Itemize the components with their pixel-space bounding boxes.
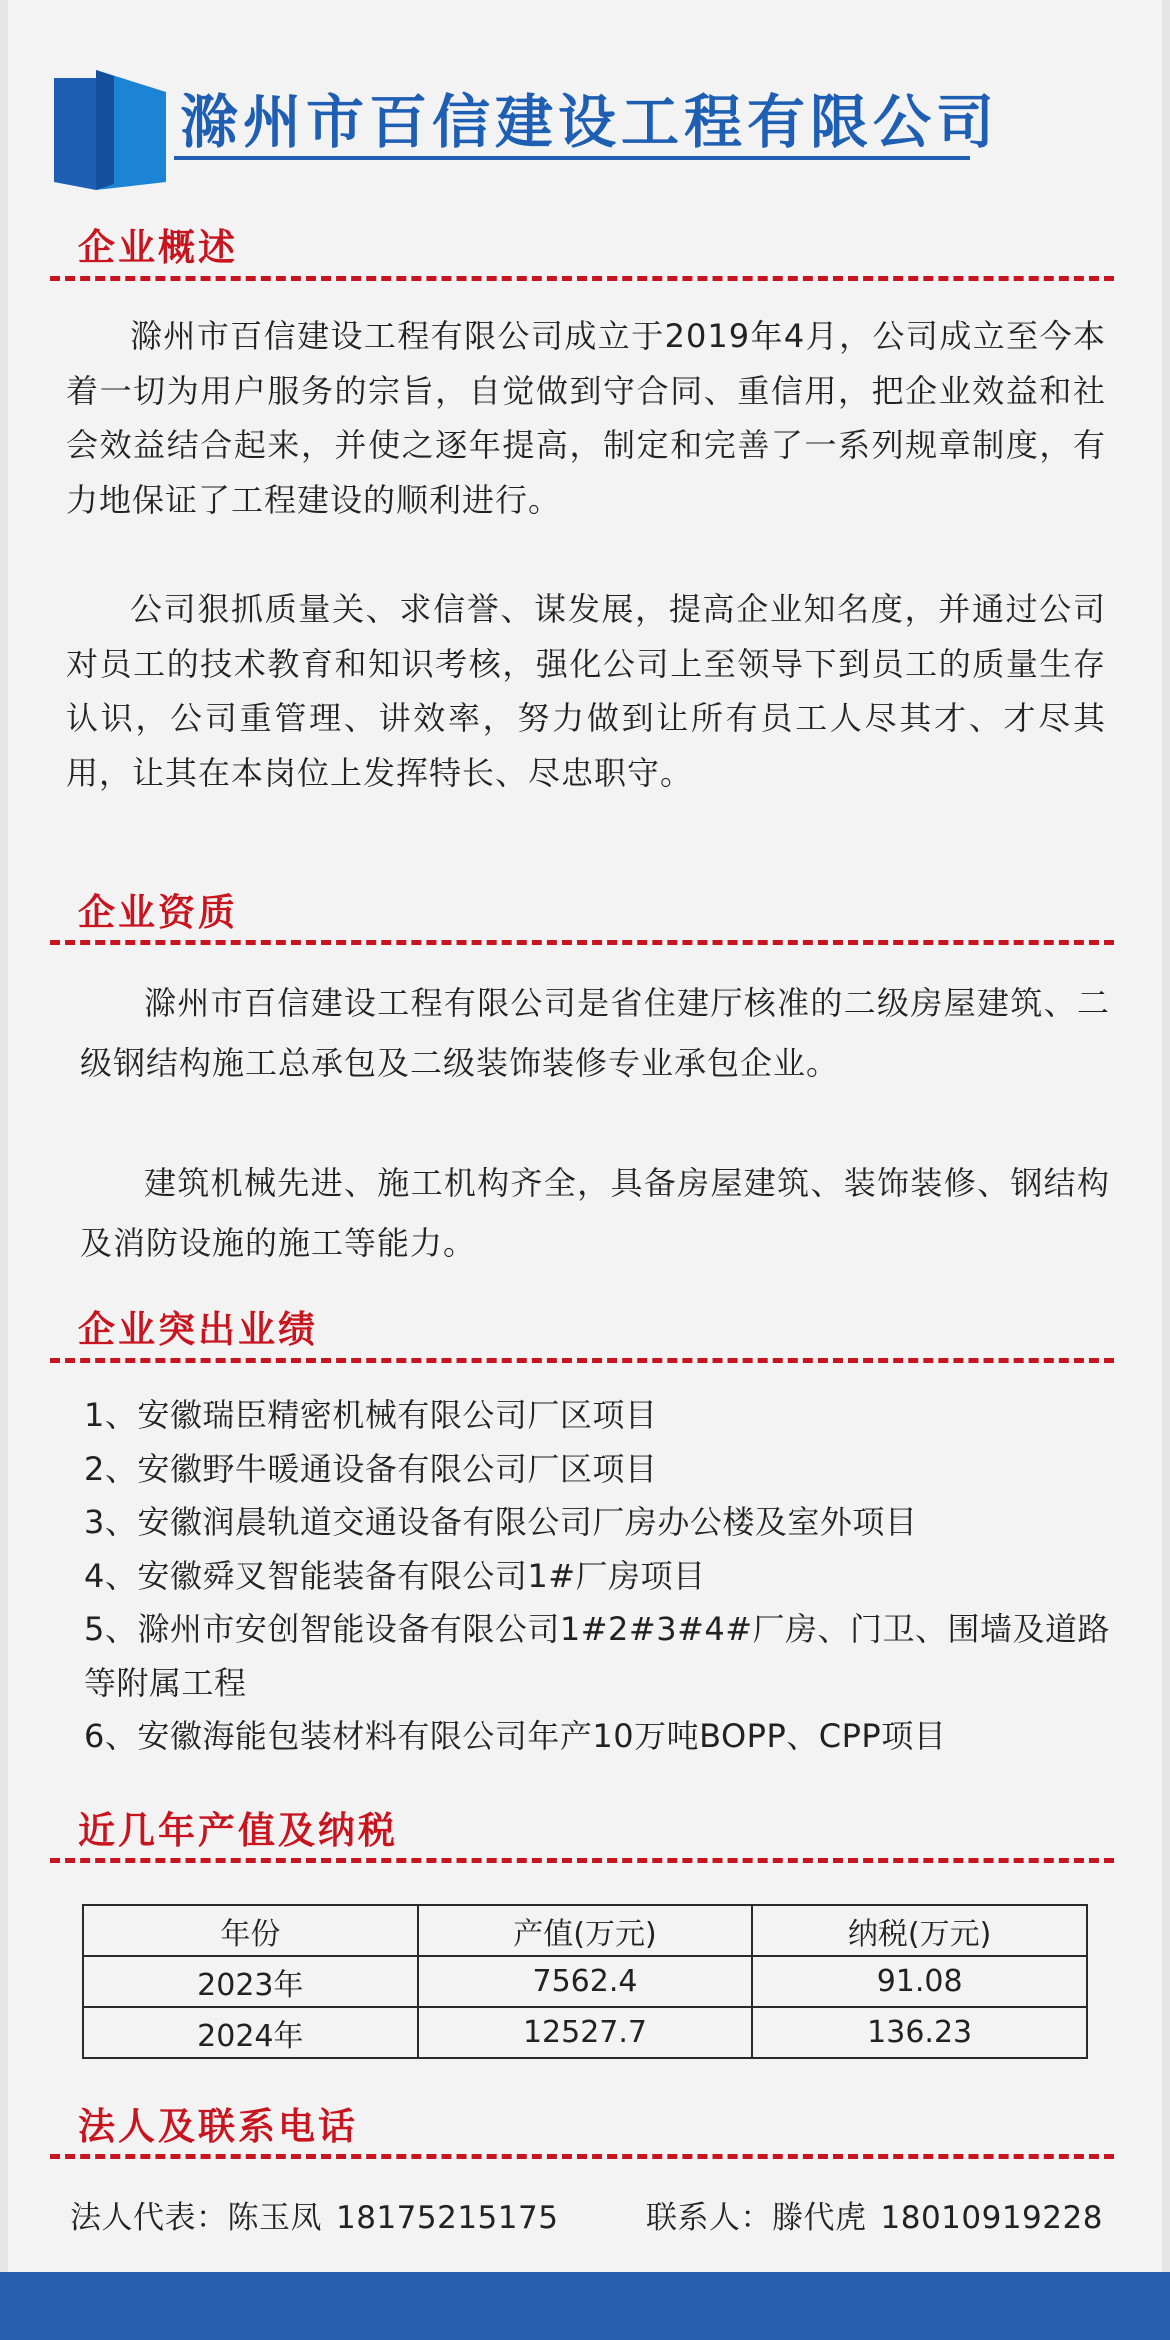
table-cell: 136.23 <box>752 2007 1087 2058</box>
list-item: 4、安徽舜叉智能装备有限公司1#厂房项目 <box>84 1556 706 1595</box>
legal-representative <box>70 2192 558 2237</box>
table-cell: 7562.4 <box>418 1956 753 2007</box>
company-logo-icon <box>54 70 166 190</box>
title-underline <box>174 156 970 160</box>
list-item: 5、滁州市安创智能设备有限公司1#2#3#4#厂房、门卫、围墙及道路等附属工程 <box>84 1610 1111 1702</box>
section-divider <box>50 276 1114 281</box>
table-cell: 2023年 <box>83 1956 418 2007</box>
bottom-decorative-bar <box>0 2272 1170 2340</box>
project-list <box>84 1389 1114 1764</box>
overview-paragraph-2: 公司狠抓质量关、求信誉、谋发展，提高企业知名度，并通过公司对员工的技术教育和知识考核，强化公司上至领导下到员工的质量生存认识，公司重管理、讲效率，努力做到让所有员工人尽其才、才尽其用，让其在本岗位上发挥特长、尽忠职守。 <box>66 590 1106 792</box>
section-divider <box>50 2154 1114 2159</box>
contact-name: 滕代虎 <box>772 2200 867 2236</box>
section-title-overview: 企业概述 <box>78 225 238 269</box>
qualification-paragraph-2: 建筑机械先进、施工机构齐全，具备房屋建筑、装饰装修、钢结构及消防设施的施工等能力。 <box>80 1164 1110 1262</box>
table-header-cell: 年份 <box>83 1905 418 1956</box>
table-row <box>83 2007 1087 2058</box>
legal-rep-label: 法人代表： <box>70 2200 228 2236</box>
section-title-achievements: 企业突出业绩 <box>78 1307 318 1351</box>
table-cell: 2024年 <box>83 2007 418 2058</box>
contact-info <box>0 2192 1170 2236</box>
contact-label: 联系人： <box>646 2200 772 2236</box>
table-header-cell: 产值(万元) <box>418 1905 753 1956</box>
legal-rep-phone: 18175215175 <box>336 2200 559 2236</box>
company-name-title: 滁州市百信建设工程有限公司 <box>180 88 1000 156</box>
overview-paragraph-1: 滁州市百信建设工程有限公司成立于2019年4月，公司成立至今本着一切为用户服务的宗旨，自觉做到守合同、重信用，把企业效益和社会效益结合起来，并使之逐年提高，制定和完善了一系列规章制度，有力地保证了工程建设的顺利进行。 <box>66 317 1106 519</box>
table-cell: 12527.7 <box>418 2007 753 2058</box>
section-divider <box>50 940 1114 945</box>
list-item: 3、安徽润晨轨道交通设备有限公司厂房办公楼及室外项目 <box>84 1503 918 1541</box>
table-row <box>83 1956 1087 2007</box>
contact-person <box>646 2192 1103 2237</box>
list-item: 2、安徽野牛暖通设备有限公司厂区项目 <box>84 1449 658 1488</box>
left-edge-border <box>0 0 8 2340</box>
section-divider <box>50 1358 1114 1363</box>
output-tax-table <box>82 1904 1088 2059</box>
section-title-output-tax: 近几年产值及纳税 <box>78 1808 398 1852</box>
table-cell: 91.08 <box>752 1956 1087 2007</box>
table-header-cell: 纳税(万元) <box>752 1905 1087 1956</box>
section-title-qualification: 企业资质 <box>78 890 238 934</box>
section-divider <box>50 1858 1114 1863</box>
right-edge-border <box>1162 0 1170 2340</box>
contact-phone: 18010919228 <box>880 2200 1103 2236</box>
list-item: 6、安徽海能包装材料有限公司年产10万吨BOPP、CPP项目 <box>84 1717 947 1755</box>
section-title-contact: 法人及联系电话 <box>78 2104 358 2148</box>
list-item: 1、安徽瑞臣精密机械有限公司厂区项目 <box>84 1396 658 1434</box>
qualification-paragraph-1: 滁州市百信建设工程有限公司是省住建厅核准的二级房屋建筑、二级钢结构施工总承包及二级装饰装修专业承包企业。 <box>80 984 1110 1082</box>
legal-rep-name: 陈玉凤 <box>227 2200 322 2236</box>
table-header-row <box>83 1905 1087 1956</box>
